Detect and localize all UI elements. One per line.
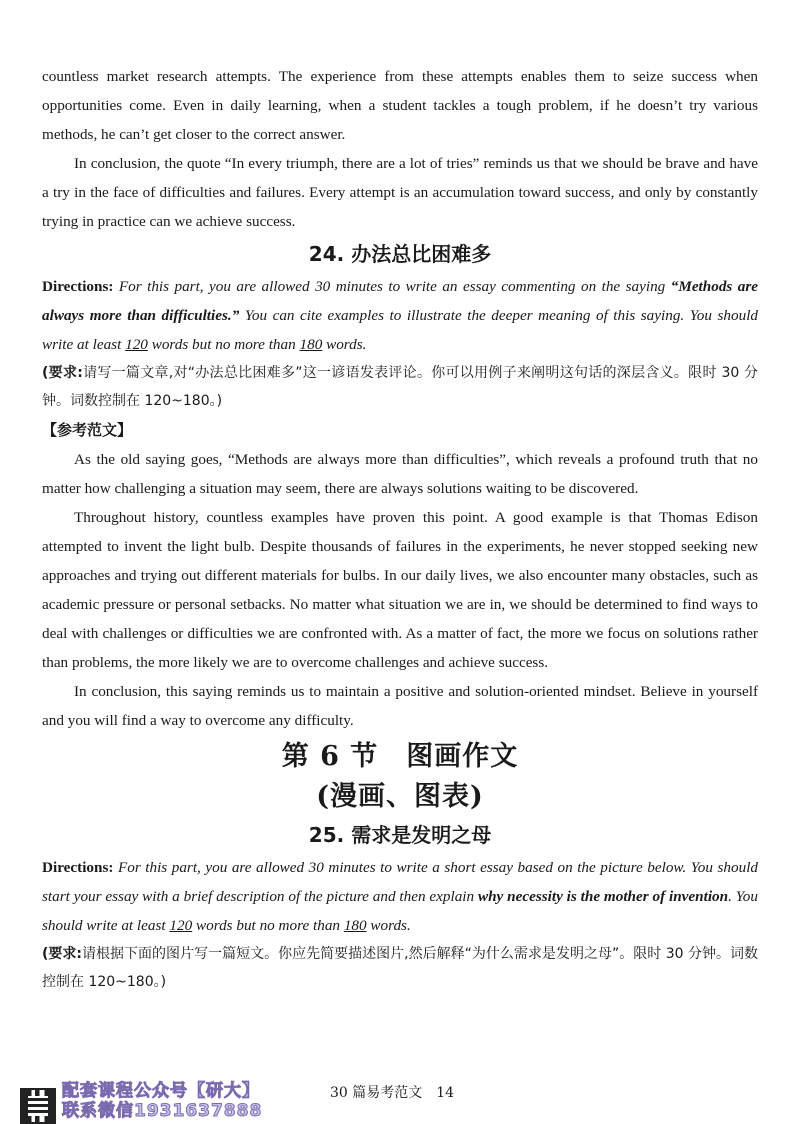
- essay-paragraph-1: As the old saying goes, “Methods are always more than difficulties”, which reveals a profound truth that no matter how challenging a situation may seem, there are always solutions waiting to be discovered.: [42, 451, 758, 497]
- reference-essay-heading: 【参考范文】: [42, 421, 133, 439]
- watermark-line-1: 配套课程公众号【研大】: [62, 1081, 260, 1101]
- directions-quote: “Methods are always more than difficulties.”: [42, 278, 759, 324]
- section-24-title: 24. 办法总比困难多: [308, 242, 492, 266]
- directions-text-mid: . You should write at least: [42, 888, 758, 934]
- min-words: 120: [169, 917, 193, 934]
- section-25-cn-requirement: [42, 940, 758, 996]
- essay-paragraph-3: In conclusion, this saying reminds us to maintain a positive and solution-oriented mindset. Believe in yourself and you will find a way to overcome any difficulty.: [42, 683, 758, 729]
- words-between: words but no more than: [151, 336, 296, 353]
- cn-requirement-label: (要求:: [42, 946, 83, 962]
- section-24-cn-requirement: [42, 359, 758, 415]
- directions-bold-phrase: why necessity is the mother of invention: [477, 888, 729, 905]
- qr-code-icon: [20, 1088, 56, 1124]
- section-25-title: 25. 需求是发明之母: [308, 823, 492, 847]
- intro-paragraph-1: countless market research attempts. The experience from these attempts enables them to seize success when opportunities come. Even in daily learning, when a student tackles a tough problem, if he doesn’t try various methods, he can’t get closer to the correct answer.: [42, 68, 758, 143]
- directions-label: Directions:: [42, 278, 114, 295]
- words-between: words but no more than: [196, 917, 341, 934]
- directions-text-mid: You can cite examples to illustrate the deeper meaning of this saying. You should write at least: [42, 307, 759, 353]
- cn-requirement-label: (要求:: [42, 365, 83, 381]
- cn-requirement-text: 请根据下面的图片写一篇短文。你应先简要描述图片,然后解释“为什么需求是发明之母”。限时 30 分钟。词数控制在 120~180。): [42, 946, 758, 990]
- cn-requirement-text: 请写一篇文章,对“办法总比困难多”这一谚语发表评论。你可以用例子来阐明这句话的深层含义。限时 30 分钟。词数控制在 120~180。): [42, 365, 758, 409]
- directions-label: Directions:: [42, 859, 114, 876]
- directions-text-pre: For this part, you are allowed 30 minutes to write a short essay based on the picture below. You should start your essay with a brief description of the picture and then explain: [42, 859, 759, 905]
- page-number: 30 篇易考范文 14: [330, 1085, 455, 1101]
- intro-paragraph-2: In conclusion, the quote “In every triumph, there are a lot of tries” reminds us that we should be brave and have a try in the face of difficulties and failures. Every attempt is an accumulation toward success, and only by constantly trying in practice can we achieve success.: [42, 155, 758, 230]
- chapter-title: 第 6 节 图画作文: [281, 741, 519, 772]
- directions-text-pre: For this part, you are allowed 30 minutes to write an essay commenting on the saying: [118, 278, 666, 295]
- section-25-directions: [42, 853, 758, 940]
- page-content: [42, 62, 758, 996]
- watermark-line-2: 联系微信1931637888: [62, 1101, 263, 1121]
- words-end: words.: [326, 336, 367, 353]
- min-words: 120: [125, 336, 148, 353]
- page-footer: [0, 1081, 800, 1121]
- max-words: 180: [343, 917, 367, 934]
- section-24-directions: [42, 272, 758, 359]
- essay-paragraph-2: Throughout history, countless examples have proven this point. A good example is that Thomas Edison attempted to invent the light bulb. Despite thousands of failures in the experiments, he never stopped seeking new approaches and trying out different materials for bulbs. In our daily lives, we also encounter many obstacles, such as academic pressure or personal setbacks. No matter what situation we are in, we should be determined to find ways to deal with challenges or difficulties we are confronted with. As a matter of fact, the more we focus on solutions rather than problems, the more likely we are to overcome challenges and achieve success.: [42, 509, 758, 671]
- chapter-subtitle: (漫画、图表): [316, 781, 484, 812]
- max-words: 180: [299, 336, 323, 353]
- words-end: words.: [370, 917, 411, 934]
